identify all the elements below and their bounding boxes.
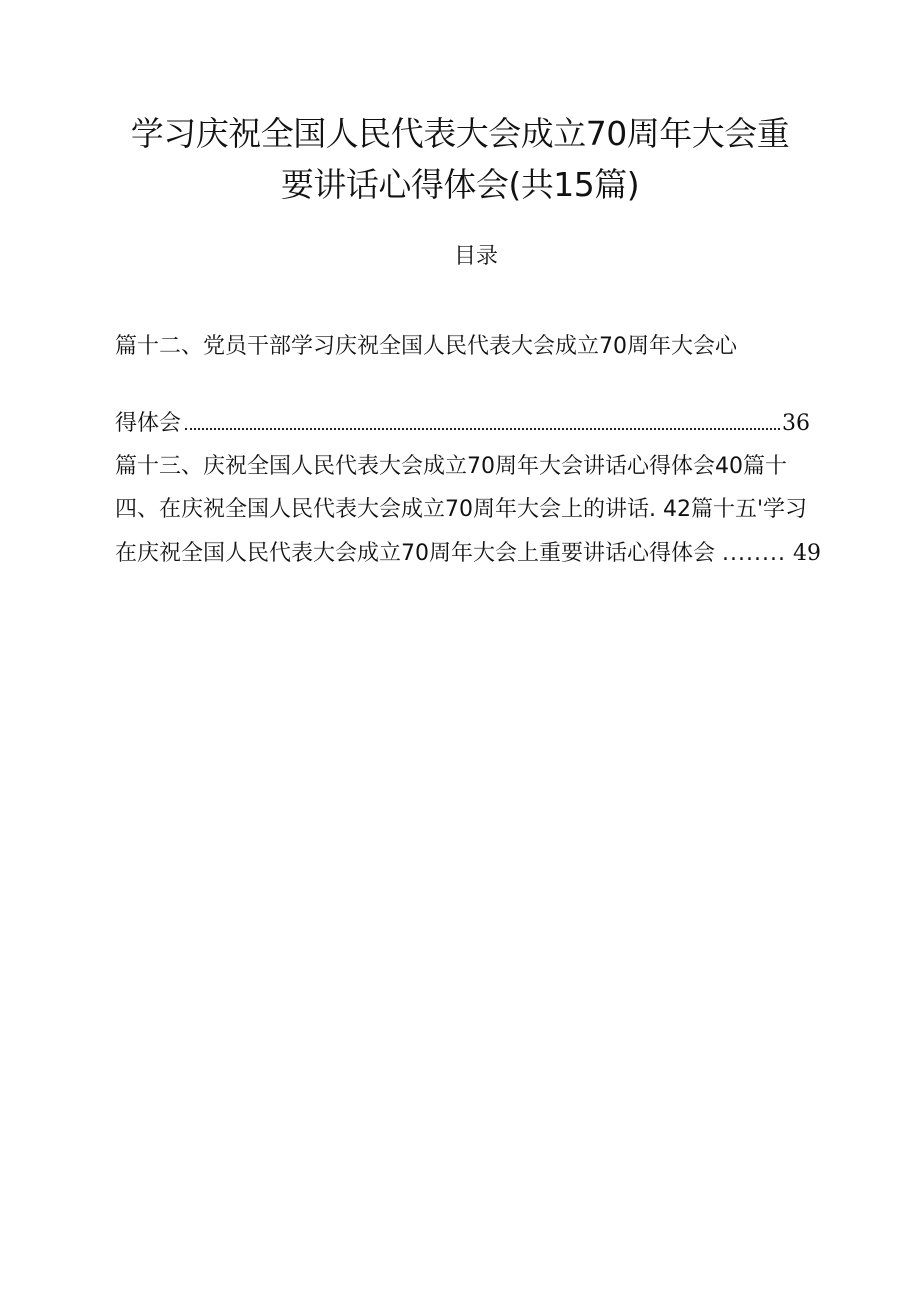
toc-entry-12-page: 36 [782,411,810,436]
toc-entry-15-page: 49 [792,541,821,566]
toc-entry-14-line: 四、在庆祝全国人民代表大会成立70周年大会上的讲话. 42篇十五'学习 [115,497,808,522]
document-title-line1: 学习庆祝全国人民代表大会成立70周年大会重 [130,114,790,153]
toc-entry-12-text: 得体会 [115,411,182,436]
toc-entry-15-text: 在庆祝全国人民代表大会成立70周年大会上重要讲话心得体会 [115,541,715,566]
document-title-line2: 要讲话心得体会(共15篇) [280,165,640,204]
toc-entry-15-dots: ........ [722,541,786,566]
toc-entry-12-line1: 篇十二、党员干部学习庆祝全国人民代表大会成立70周年大会心 [115,334,737,359]
toc-entry-15-line [115,543,821,565]
toc-entry-12-line2 [115,413,810,435]
toc-dot-leader [185,427,780,430]
toc-heading: 目录 [453,244,498,269]
toc-entry-13-line: 篇十三、庆祝全国人民代表大会成立70周年大会讲话心得体会40篇十 [115,454,787,479]
